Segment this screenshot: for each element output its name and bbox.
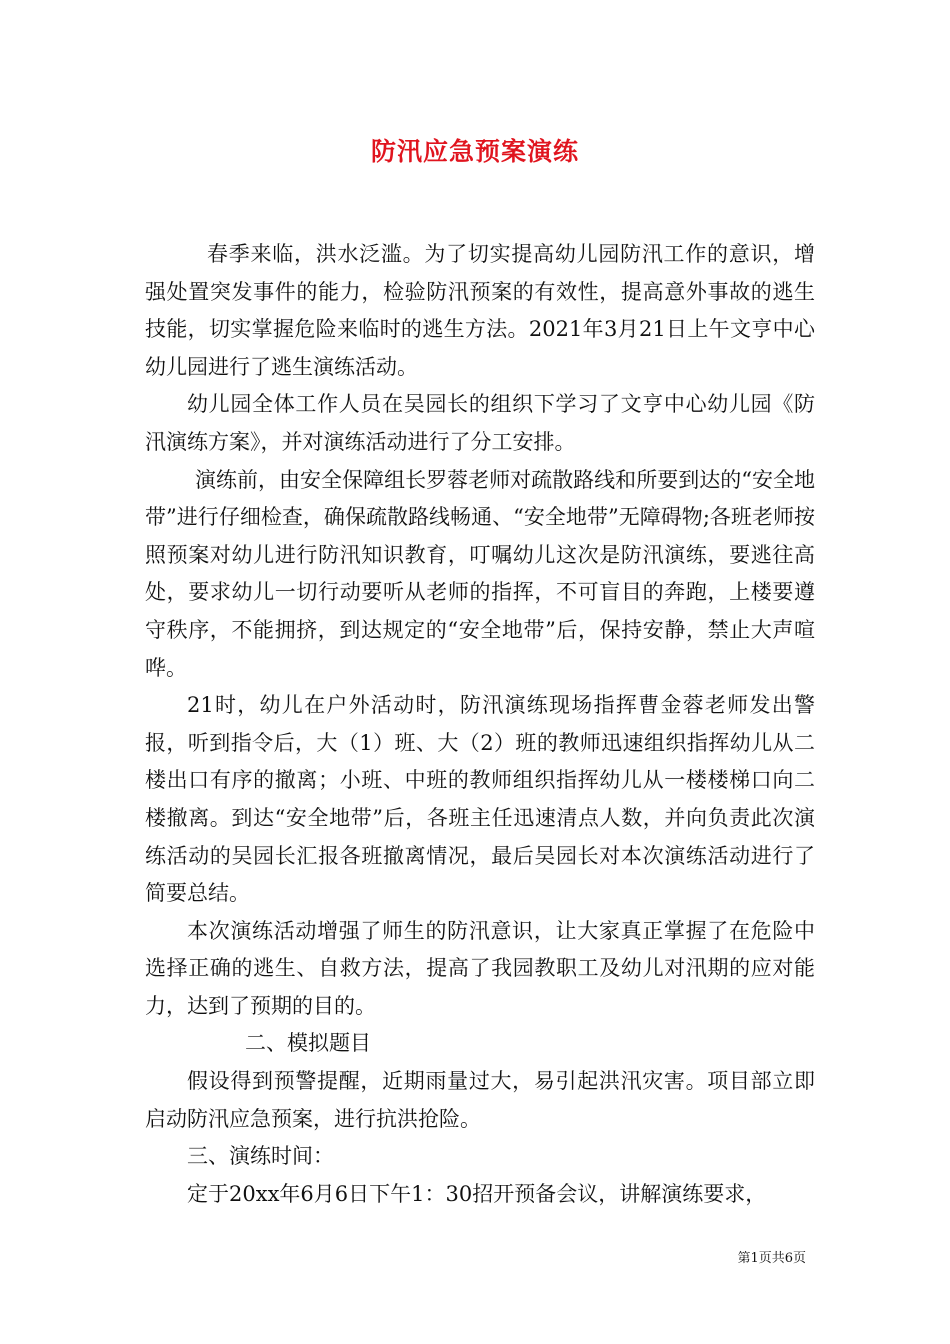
paragraph-staff-study: 幼儿园全体工作人员在吴园长的组织下学习了文亨中心幼儿园《防汛演练方案》，并对演练活动进行了分工安排。 [145, 392, 815, 454]
section-heading-drill-time: 三、演练时间： [187, 1144, 334, 1169]
section-heading-simulation: 二、模拟题目 [245, 1031, 371, 1056]
paragraph-drill-process: 21时，幼儿在户外活动时，防汛演练现场指挥曹金蓉老师发出警报，听到指令后，大（1）班、大（2）班的教师迅速组织指挥幼儿从二楼出口有序的撤离；小班、中班的教师组织指挥幼儿从一楼楼梯口向二楼撤离。到达“安全地带”后，各班主任迅速清点人数，并向负责此次演练活动的吴园长汇报各班撤离情况，最后吴园长对本次演练活动进行了简要总结。 [145, 693, 815, 906]
page-number: 第1页共6页 [737, 1251, 806, 1266]
document-body [145, 236, 815, 1213]
paragraph-drill-time: 定于20xx年6月6日下午1：30招开预备会议，讲解演练要求， [187, 1181, 767, 1206]
paragraph-drill-result: 本次演练活动增强了师生的防汛意识，让大家真正掌握了在危险中选择正确的逃生、自救方法，提高了我园教职工及幼儿对汛期的应对能力，达到了预期的目的。 [145, 918, 815, 1018]
paragraph-simulation: 假设得到预警提醒，近期雨量过大，易引起洪汛灾害。项目部立即启动防汛应急预案，进行抗洪抢险。 [145, 1069, 815, 1131]
document-title: 防汛应急预案演练 [370, 137, 579, 166]
paragraph-before-drill: 演练前，由安全保障组长罗蓉老师对疏散路线和所要到达的“安全地带”进行仔细检查，确保疏散路线畅通、“安全地带”无障碍物;各班老师按照预案对幼儿进行防汛知识教育，叮嘱幼儿这次是防汛演练，要逃往高处，要求幼儿一切行动要听从老师的指挥，不可盲目的奔跑，上楼要遵守秩序，不能拥挤，到达规定的“安全地带”后，保持安静，禁止大声喧哗。 [145, 467, 815, 680]
paragraph-intro: 春季来临，洪水泛滥。为了切实提高幼儿园防汛工作的意识，增强处置突发事件的能力，检验防汛预案的有效性，提高意外事故的逃生技能，切实掌握危险来临时的逃生方法。2021年3月21日上午文亨中心幼儿园进行了逃生演练活动。 [145, 242, 815, 379]
